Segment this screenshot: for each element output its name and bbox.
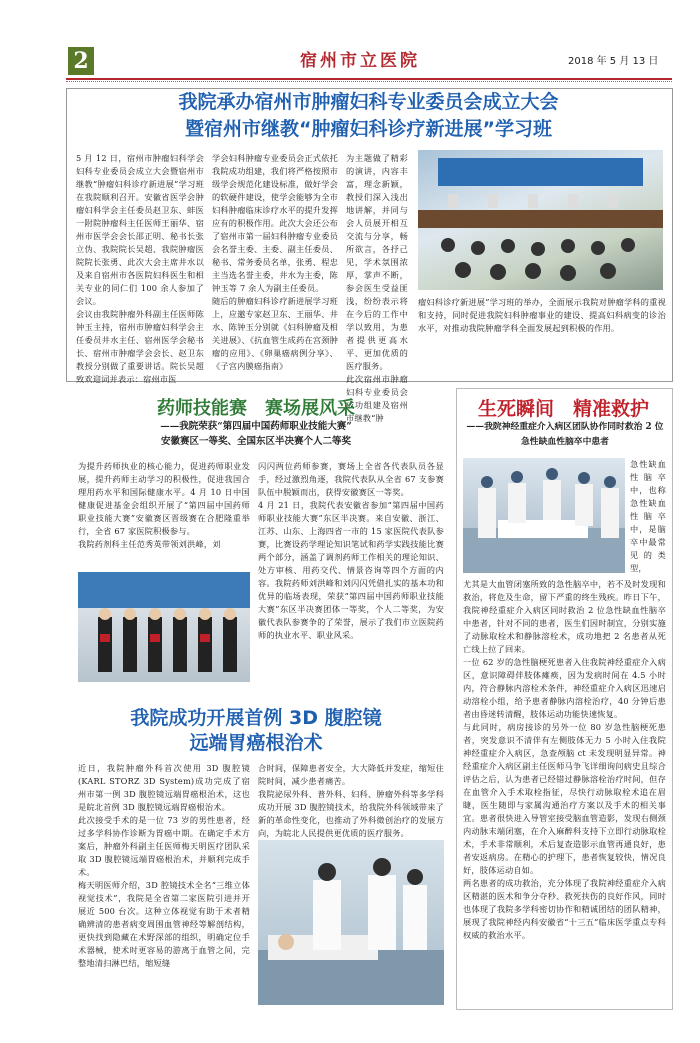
article2-subtitle-line1: ——我院荣获“第四届中国药师职业技能大赛” [160, 421, 352, 432]
article4-column-1: 近日，我院肿瘤外科首次使用 3D 腹腔镜(KARL STORZ 3D System)成功完成了宿州市第一例 3D 腹腔镜远端胃癌根治术，这也是皖北首例 3D 腹腔镜远端胃癌根治术。 此次接受手术的是一位 73 岁的男性患者，经过多学科协作诊断为胃癌中期。在确定手术方案后，肿瘤外科副主任医师梅天明医疗团队采取 3D 腹腔镜远端胃癌根治术，并顺利完成手术。 梅天明医师介绍，3D 腔镜技术全名“三维立体视觉技术”，我院是全省第二家医院引进并开展近 500 台次。这种立体视觉有助于术者精确辨清的患者病变周围血管神经等解剖结构，更快找到隐藏在术野深部的组织，明确定位手术器械，使术时更容易的游离于血管之间，完整地清扫淋巴结，缩短缝 [78, 763, 250, 968]
award-photo [78, 572, 250, 682]
page-number: 2 [68, 47, 94, 75]
article3-subtitle-line1: ——我院神经重症介入病区团队协作同时救治 2 位 [466, 422, 664, 432]
article1-column-4: 瘤妇科诊疗新进展”学习班的举办，全面展示我院对肿瘤学科的重视和支持，同时促进我院妇科肿瘤事业的建设、提高妇科病变的诊治水平，对推动我院肿瘤学科全面发展起到积极的作用。 [418, 297, 666, 333]
header-rule [66, 78, 672, 80]
meeting-photo [418, 150, 663, 290]
article2-column-2: 闪闪两位药师参赛，赛场上全省各代表队员各显手，经过激烈角逐，我院代表队从全省 67 支参赛队伍中脱颖而出，获得安徽赛区一等奖。 4 月 21 日，我院代表安徽省参加“第四届中国药师职业技能大赛”东区半决赛。来自安徽、浙江、江苏、山东、上海四省一市的 15 家医院代表队参赛，比赛设药学理论知识笔试和药学实践技能比赛两个部分，涵盖了调剂药师工作相关的理论知识、处方审核、用药交代、情景咨询等四个方面的内容。我院药师刘洪峰和刘闪闪凭借扎实的基本功和优异的临场表现，荣获“第四届中国药师职业技能大赛”东区半决赛团体一等奖，个人二等奖，为安徽代表队参赛争的了荣誉，展示了我们市立医院药师的执业水平、职业风采。 [258, 461, 444, 640]
award-photo-illustration [78, 572, 250, 682]
header-dotted-rule [66, 81, 672, 86]
article3-body: 尤其是大血管闭塞所致的急性脑卒中，若不及时发现和救治，将危及生命，留下严重的终生残疾。昨日下午，我院神经重症介入病区同时救治 2 位急性缺血性脑卒中患者，针对不同的患者，医生们因时制宜，分别实施了动脉取栓术和静脉溶栓术，成功地把 2 名患者从死亡线上拉了回来。 一位 62 岁的急性脑梗死患者入住我院神经重症介入病区，意识障碍伴肢体瘫痪，因为发病时间在 4.5 小时内，符合静脉内溶栓术条件，神经重症介入病区迅速启动溶栓小组，给予患者静脉内溶栓治疗，40 分钟后患者由昏迷转清醒，肢体运动功能快速恢复。 与此同时，病房接诊的另外一位 80 岁急性脑梗死患者，突发意识不清伴有左侧肢体无力 5 小时入住我院神经重症介入病区，急查颅脑 ct 未发现明显异常。神经重症介入病区副主任医师马争飞详细询问病史且综合评估之后，认为患者已经错过静脉溶栓治疗时间，但存在血管介入手术取栓指征，尽快行动脉取栓术追在眉睫，医生随即与家属沟通治疗方案以及手术的相关事宜。患者很快进入导管室接受脑血管造影，发现右侧颈内动脉末端闭塞，在介入麻醉科支持下立即行动脉取栓术，手术非常顺利，术后复查造影示血管再通良好，患者安返病房。在精心的护理下，患者恢复较快，情况良好，肢体运动自如。 两名患者的成功救治，充分体现了我院神经重症介入病区精湛的医术和争分夺秒、救死扶伤的良好作风，同时也体现了我院多学科密切协作和精诚团结的团队精神，展现了我院神经内科安徽省“十三五”临床医学重点专科权威的救治水平。 [463, 579, 666, 940]
article2-title: 药师技能赛 赛场展风采 [157, 398, 355, 419]
article4-column-2: 合时间，保障患者安全，大大降低并发症，缩短住院时间，减少患者痛苦。 我院泌尿外科、普外科、妇科、肿瘤外科等多学科成功开展 3D 腹腔镜技术，给我院外科领域带来了新的革命性变化，也推动了外科微创治疗的发展方向，为皖北人民提供更优质的医疗服务。 [258, 763, 444, 838]
article1-column-2: 学会妇科肿瘤专业委员会正式依托我院成功组建，我们将严格按照市级学会规范化建设标准，做好学会的软硬件建设，使学会能够为全市妇科肿瘤临床诊疗水平的提升发挥应有的积极作用。此次大会还公布了宿州市第一届妇科肿瘤专业委员会名誉主委、主委、副主任委员、秘书、常务委员名单，张勇、程忠主当选名誉主委，井水为主委，陈钟玉等 7 余人为副主任委员。 随后的肿瘤妇科诊疗新进展学习班上，应邀专家赵卫东、王丽华、井水、陈钟玉分别就《妇科肿瘤及相关进展》、《抗血管生成药在宫颈肿瘤的应用》、《卵巢癌病例分享》、《子宫内膜癌指南》 [212, 153, 339, 371]
article1-column-1: 5 月 12 日，宿州市肿瘤妇科学会妇科专业委员会成立大会暨宿州市继教“肿瘤妇科诊疗新进展”学习班在我院顺利召开。安徽省医学会肿瘤妇科学会主任委员赵卫东、蚌医一附院肿瘤科主任医师王丽华、宿州市医学会会长邵正明、秘书长张立伪、我院院长吴超、我院肿瘤医院院长张勇、此次大会主席井水以及来自宿州市各医院妇科医生和相关专业的同仁们 100 余人参加了会议。 会议由我院肿瘤外科副主任医师陈钟玉主持，宿州市肿瘤妇科学会主任委员井水主任、宿州医学会秘书长、宿州市肿瘤学会会长、赵卫东教授分别做了重要讲话。院长吴超致欢迎词并表示：宿州市医 [76, 153, 204, 384]
surgery-photo-illustration [258, 840, 444, 1005]
article1-title-line2: 暨宿州市继教“肿瘤妇科诊疗新进展”学习班 [185, 118, 552, 140]
ward-photo [463, 458, 625, 573]
article3-subtitle-line2: 急性缺血性脑卒中患者 [521, 437, 609, 447]
newspaper-title: 宿州市立医院 [300, 51, 420, 71]
article1-title-line1: 我院承办宿州市肿瘤妇科专业委员会成立大会 [178, 91, 559, 113]
ward-photo-illustration [463, 458, 625, 573]
article1-column-3: 为主题做了精彩的演讲，内容丰富，理念新颖，教授们深入浅出地讲解，并同与会人员展开相互交流与分享，畅所欲言，各抒己见，学术氛围浓厚，掌声不断，参会医生受益匪浅，纷纷表示将在今后的工作中学以致用，为患者提供更高水平、更加优质的医疗服务。 此次宿州市肿瘤妇科专业委员会成功组建及宿州市继教“肿 [346, 153, 408, 423]
article2-subtitle-line2: 安徽赛区一等奖、全国东区半决赛个人二等奖 [160, 436, 351, 447]
issue-date: 2018 年 5 月 13 日 [568, 56, 659, 67]
article3-side-text: 急性缺血性脑卒中，也称急性缺血性脑卒中，是脑卒中最常见的类型， [630, 459, 666, 573]
meeting-photo-illustration [418, 150, 663, 290]
surgery-photo [258, 840, 444, 1005]
article3-title: 生死瞬间 精准救护 [477, 398, 649, 420]
article2-column-1: 为提升药师执业的核心能力，促进药师职业发展，提升药师主动学习的积极性，促进我国合理用药水平和国际健康水平。4 月 10 日中国健康促进基金会组织开展了“第四届中国药师职业技能大赛”安徽赛区晋级赛在合肥隆重举行，全省 67 家医院积极参与。 我院药剂科主任范秀英带领刘洪峰，刘 [78, 461, 250, 549]
article4-title-line2: 远端胃癌根治术 [189, 732, 323, 754]
article4-title-line1: 我院成功开展首例 3D 腹腔镜 [130, 707, 382, 729]
